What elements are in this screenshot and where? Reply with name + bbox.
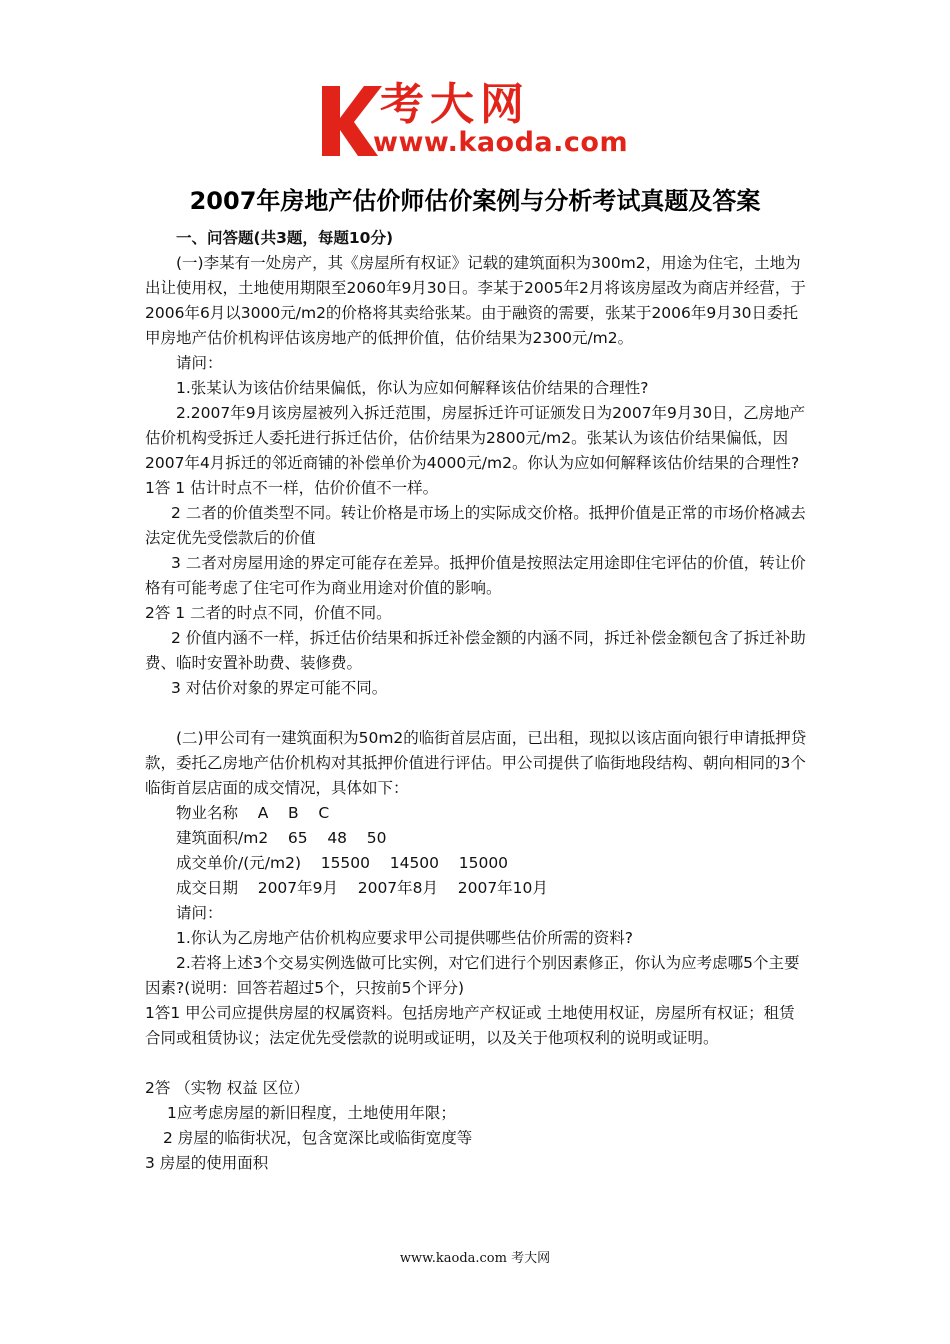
case1-question-1: 1.张某认为该估价结果偏低，你认为应如何解释该估价结果的合理性? <box>176 379 649 397</box>
kaoda-logo <box>318 80 638 160</box>
case1-answer-2: 2答 1 二者的时点不同，价值不同。 <box>145 604 392 622</box>
case2-intro: (二)甲公司有一建筑面积为50m2的临街首层店面，已出租，现拟以该店面向银行申请抵押贷款，委托乙房地产估价机构对其抵押价值进行评估。甲公司提供了临街地段结构、朝向相同的3个临街首层店面的成交情况，具体如下： <box>145 729 807 797</box>
case1-question-2: 2.2007年9月该房屋被列入拆迁范围，房屋拆迁许可证颁发日为2007年9月30日，乙房地产估价机构受拆迁人委托进行拆迁估价，估价结果为2800元/m2。张某认为该估价结果偏低，因2007年4月拆迁的邻近商铺的补偿单价为4000元/m2。你认为应如何解释该估价结果的合理性? <box>145 404 806 472</box>
case2-question-1: 1.你认为乙房地产估价机构应要求甲公司提供哪些估价所需的资料? <box>176 929 634 947</box>
document-title: 2007年房地产估价师估价案例与分析考试真题及答案 <box>189 187 761 215</box>
case1-ask: 请问： <box>176 354 223 372</box>
case2-table-row-area: 建筑面积/m2 65 48 50 <box>176 829 387 847</box>
case2-table-row-name: 物业名称 A B C <box>176 804 330 822</box>
case2-question-2: 2.若将上述3个交易实例选做可比实例，对它们进行个别因素修正，你认为应考虑哪5个主要因素?(说明：回答若超过5个，只按前5个评分) <box>145 954 800 997</box>
document-body <box>145 226 810 1176</box>
case1-answer-2-point-3: 3 对估价对象的界定可能不同。 <box>171 679 388 697</box>
case1-answer-1: 1答 1 估计时点不一样，估价价值不一样。 <box>145 479 439 497</box>
case1-answer-2-point-2: 2 价值内涵不一样，拆迁估价结果和拆迁补偿金额的内涵不同，拆迁补偿金额包含了拆迁补助费、临时安置补助费、装修费。 <box>145 629 806 672</box>
case1-answer-1-point-2: 2 二者的价值类型不同。转让价格是市场上的实际成交价格。抵押价值是正常的市场价格减去法定优先受偿款后的价值 <box>145 504 806 547</box>
spacer <box>145 701 810 726</box>
case2-table-row-price: 成交单价/(元/m2) 15500 14500 15000 <box>176 854 509 872</box>
case1-intro: (一)李某有一处房产，其《房屋所有权证》记载的建筑面积为300m2，用途为住宅，土地为出让使用权，土地使用期限至2060年9月30日。李某于2005年2月将该房屋改为商店并经营，于2006年6月以3000元/m2的价格将其卖给张某。由于融资的需要，张某于2006年9月30日委托甲房地产估价机构评估该房地产的低押价值，估价结果为2300元/m2。 <box>145 254 806 347</box>
case2-answer-1: 1答1 甲公司应提供房屋的权属资料。包括房地产产权证或 土地使用权证，房屋所有权证；租赁合同或租赁协议；法定优先受偿款的说明或证明，以及关于他项权利的说明或证明。 <box>145 1004 795 1047</box>
spacer <box>145 1051 810 1076</box>
case2-answer-2-point-3: 3 房屋的使用面积 <box>145 1154 269 1172</box>
case1-answer-1-point-3: 3 二者对房屋用途的界定可能存在差异。抵押价值是按照法定用途即住宅评估的价值，转让价格有可能考虑了住宅可作为商业用途对价值的影响。 <box>145 554 806 597</box>
case2-answer-2-point-2: 2 房屋的临街状况，包含宽深比或临街宽度等 <box>163 1129 473 1147</box>
section-heading: 一、问答题(共3题，每题10分) <box>176 229 394 247</box>
case2-answer-2-point-1: 1应考虑房屋的新旧程度，土地使用年限； <box>167 1104 456 1122</box>
case2-answer-2: 2答 （实物 权益 区位） <box>145 1079 310 1097</box>
page-footer: www.kaoda.com 考大网 <box>399 1251 551 1266</box>
case2-table-row-date: 成交日期 2007年9月 2007年8月 2007年10月 <box>176 879 548 897</box>
case2-ask: 请问： <box>176 904 223 922</box>
logo-chinese-text: 考大网 <box>380 79 530 130</box>
logo-url-text: www.kaoda.com <box>373 127 629 158</box>
